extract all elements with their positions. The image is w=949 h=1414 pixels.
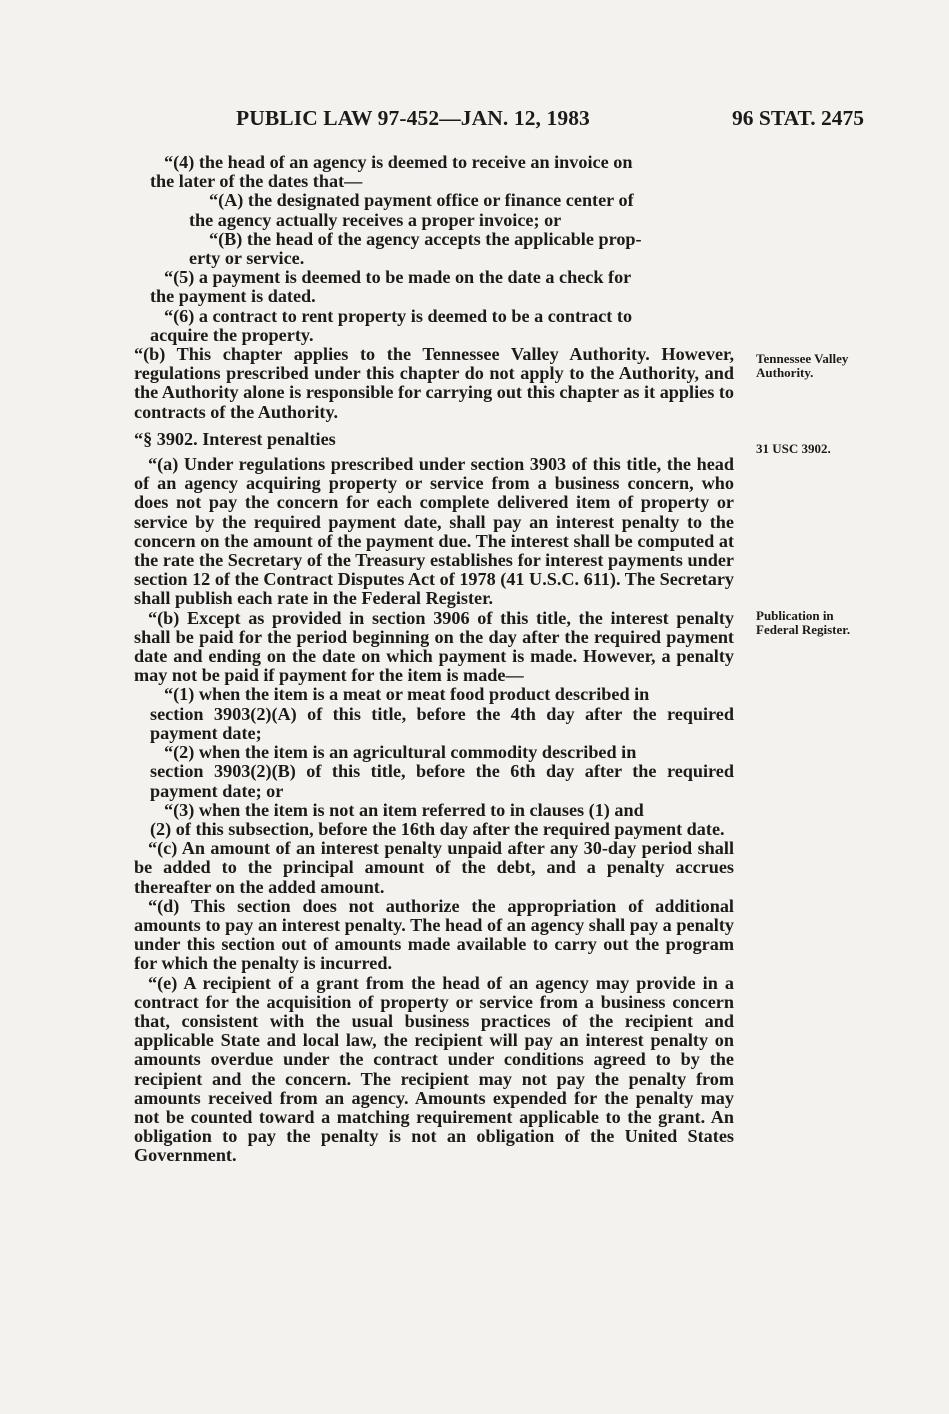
clause-3 [150, 801, 734, 839]
section-heading-3902: “§ 3902. Interest penalties [134, 428, 336, 449]
subsection-b: “(b) Except as provided in section 3906 of this title, the interest penalty shall be paid for the period beginning on the day after the required payment date and ending on the date on which payment is made. However, a penalty may not be paid if payment for the item is made— [134, 607, 734, 686]
clause-4 [150, 153, 734, 191]
clause-B-line2: erty or service. [189, 248, 305, 269]
clause-A [189, 191, 734, 229]
clause-4-line2: the later of the dates that— [150, 171, 363, 192]
clause-3-line1: “(3) when the item is not an item referred to in clauses (1) and [164, 799, 644, 820]
running-header-law: PUBLIC LAW 97-452—JAN. 12, 1983 [236, 106, 590, 130]
clause-5-line1: “(5) a payment is deemed to be made on the date a check for [164, 267, 632, 288]
subsection-c: “(c) An amount of an interest penalty unpaid after any 30-day period shall be added to the principal amount of the debt, and a penalty accrues thereafter on the added amount. [134, 838, 734, 897]
clause-2 [150, 743, 734, 801]
margin-note-usc: 31 USC 3902. [756, 441, 831, 456]
clause-2-line1: “(2) when the item is an agricultural commodity described in [164, 742, 637, 763]
running-header-stat: 96 STAT. 2475 [732, 106, 865, 130]
subsection-a: “(a) Under regulations prescribed under section 3903 of this title, the head of an agency acquiring property or service from a business concern, who does not pay the concern for each complete delivered item of property or service by the required payment date, shall pay an interest penalty to the concern on the amount of the payment due. The interest shall be computed at the rate the Secretary of the Treasury establishes for interest payments under section 12 of the Contract Disputes Act of 1978 (41 U.S.C. 611). The Secretary shall publish each rate in the Federal Register. [134, 454, 734, 609]
clause-6 [150, 307, 734, 345]
clause-3-line2: (2) of this subsection, before the 16th day after the required payment date. [150, 818, 725, 839]
margin-note-tva: Tennessee Valley Authority. [756, 351, 849, 380]
clause-6-line2: acquire the property. [150, 324, 314, 345]
clause-A-line2: the agency actually receives a proper invoice; or [189, 209, 562, 230]
subsection-d: “(d) This section does not authorize the appropriation of additional amounts to pay an interest penalty. The head of an agency shall pay a penalty under this section out of amounts made available to carry out the program for which the penalty is incurred. [134, 895, 734, 974]
clause-B-line1: “(B) the head of the agency accepts the applicable prop- [209, 228, 642, 249]
clause-4-line1: “(4) the head of an agency is deemed to receive an invoice on [164, 152, 633, 172]
clause-5 [150, 268, 734, 306]
subsection-e: “(e) A recipient of a grant from the head of an agency may provide in a contract for the acquisition of property or service from a business concern that, consistent with the usual business practices of the recipient and applicable State and local law, the recipient will pay an interest penalty on amounts overdue under the contract under conditions agreed to by the recipient and the concern. The recipient may not pay the penalty from amounts received from an agency. Amounts expended for the penalty may not be counted toward a matching requirement applicable to the grant. An obligation to pay the penalty is not an obligation of the United States Government. [134, 972, 734, 1166]
margin-note-publication: Publication in Federal Register. [756, 608, 851, 637]
clause-B [189, 230, 734, 268]
clause-1-line2: section 3903(2)(A) of this title, before the 4th day after the required payment date; [150, 703, 734, 743]
clause-5-line2: the payment is dated. [150, 286, 316, 307]
body-text [134, 153, 734, 1166]
subsection-b-tva: “(b) This chapter applies to the Tennessee Valley Authority. However, regulations prescribed under this chapter do not apply to the Authority, and the Authority alone is responsible for carrying out this chapter as it applies to contracts of the Authority. [134, 344, 734, 422]
clause-6-line1: “(6) a contract to rent property is deemed to be a contract to [164, 305, 633, 326]
clause-1-line1: “(1) when the item is a meat or meat food product described in [164, 684, 650, 705]
clause-1 [150, 685, 734, 743]
clause-2-line2: section 3903(2)(B) of this title, before the 6th day after the required payment date; or [150, 761, 734, 801]
clause-A-line1: “(A) the designated payment office or finance center of [209, 190, 634, 211]
